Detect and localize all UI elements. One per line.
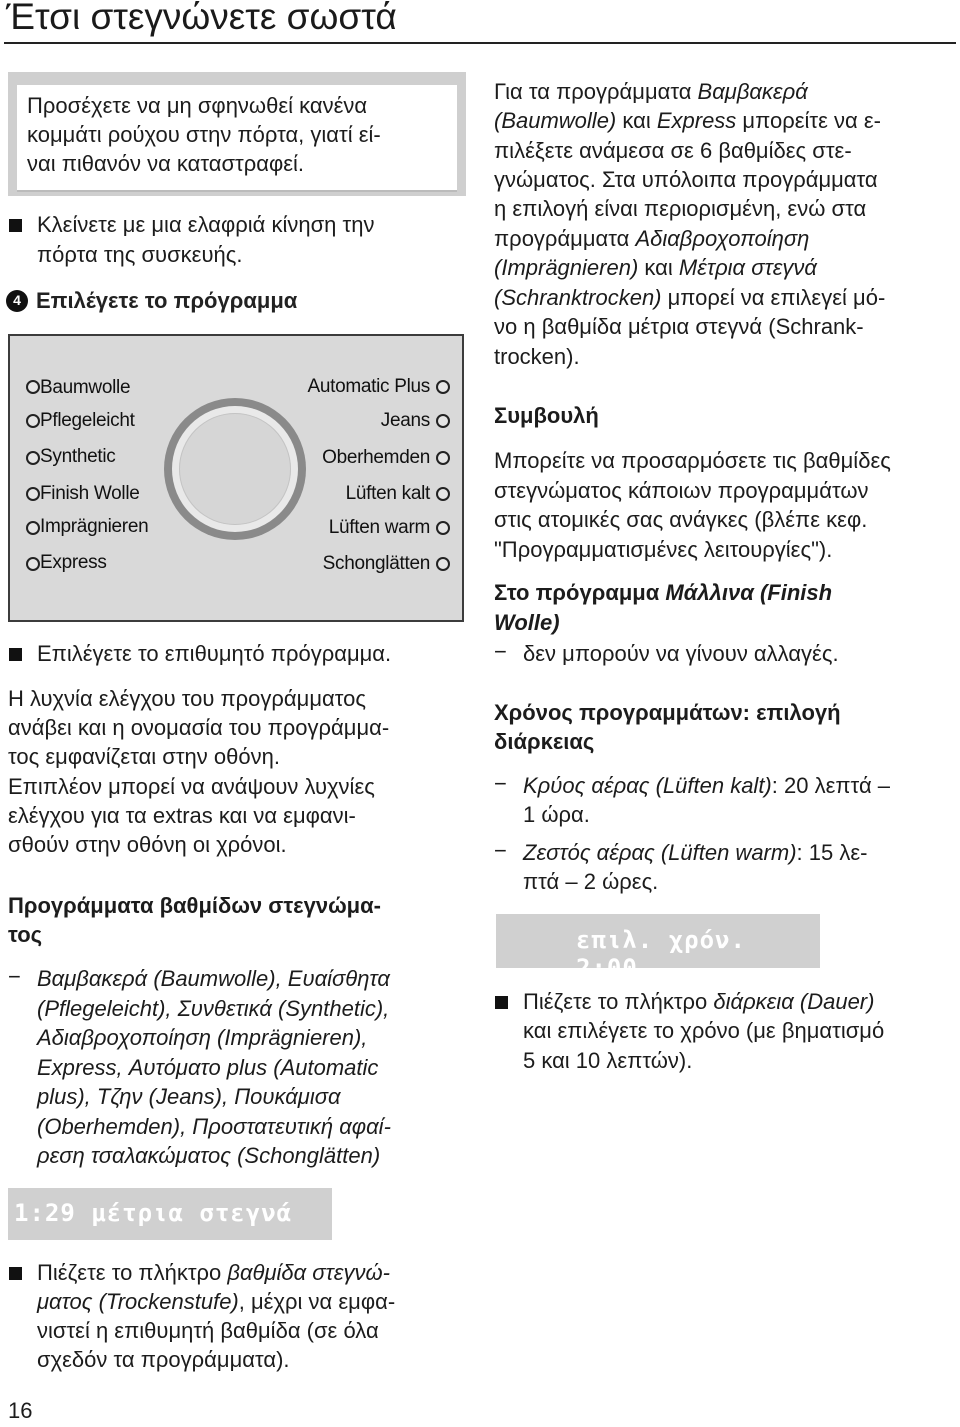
lamp-text-line: ελέγχου για τα extras και να εμφανι- [8,803,356,828]
dry-levels-heading: Προγράμματα βαθμίδων στεγνώμα- [8,893,381,918]
notice-line: κομμάτι ρούχου στην πόρτα, γιατί εί- [27,122,381,147]
info-line: (Imprägnieren) και Μέτρια στεγνά [494,255,817,280]
program-label: Baumwolle [40,377,131,398]
program-lamp-icon [436,380,450,394]
press-duration-line: Πιέζετε το πλήκτρο διάρκεια (Dauer) [523,989,875,1014]
lamp-text-line: Η λυχνία ελέγχου του προγράμματος [8,686,366,711]
duration-item: πτά – 2 ώρες. [523,869,659,894]
press-key-line: Πιέζετε το πλήκτρο βαθμίδα στεγνώ- [37,1260,390,1285]
program-label: Pflegeleicht [40,410,135,431]
notice-box [8,72,466,196]
duration-heading: διάρκειας [494,729,595,754]
program-selector-knob[interactable] [164,398,306,540]
page-title: Έτσι στεγνώνετε σωστά [6,0,397,37]
display-duration [496,914,820,982]
select-program-text: Επιλέγετε το επιθυμητό πρόγραμμα. [37,641,392,666]
info-line: προγράμματα Αδιαβροχοποίηση [494,226,810,251]
program-label: Finish Wolle [40,483,140,504]
bullet-square-icon [9,648,22,661]
tip-line: "Προγραμματισμένες λειτουργίες"). [494,537,833,562]
program-selector-panel [8,334,464,622]
close-door-line: πόρτα της συσκευής. [37,242,243,267]
tip-line: στις ατομικές σας ανάγκες (βλέπε κεφ. [494,507,868,532]
program-lamp-icon [26,521,40,535]
program-lamp-icon [436,451,450,465]
title-rule [4,42,956,44]
dry-levels-line: (Oberhemden), Προστατευτική αφαί- [37,1114,391,1139]
display-text: 1:29 μέτρια στεγνά [14,1199,293,1227]
program-lamp-icon [26,557,40,571]
display-text: επιλ. χρόν. 2:00 [576,926,746,982]
program-label: Imprägnieren [40,516,149,537]
duration-item: Κρύος αέρας (Lüften kalt): 20 λεπτά – [523,773,891,798]
finish-heading: Wolle) [494,610,560,635]
page-number: 16 [8,1398,33,1423]
press-key-line: ματος (Trockenstufe), μέχρι να εμφα- [37,1289,396,1314]
dash-icon: − [494,771,507,796]
duration-item: 1 ώρα. [523,802,590,827]
info-line: Για τα προγράμματα Βαμβακερά [494,79,808,104]
press-duration-line: 5 και 10 λεπτών). [523,1048,693,1073]
step-heading: Επιλέγετε το πρόγραμμα [36,288,298,313]
program-lamp-icon [26,380,40,394]
program-label: Automatic Plus [307,376,430,397]
lamp-text-line: ανάβει και η ονομασία του προγράμμα- [8,715,390,740]
tip-heading: Συμβουλή [494,403,599,428]
close-door-line: Κλείνετε με μια ελαφριά κίνηση την [37,212,375,237]
lamp-text-line: σθούν στην οθόνη οι χρόνοι. [8,832,287,857]
dry-levels-line: Αδιαβροχοποίηση (Imprägnieren), [37,1025,368,1050]
tip-line: στεγνώματος κάποιων προγραμμάτων [494,478,869,503]
dry-levels-line: ρεση τσαλακώματος (Schonglätten) [37,1143,381,1168]
program-lamp-icon [436,521,450,535]
program-lamp-icon [26,414,40,428]
program-lamp-icon [436,414,450,428]
press-duration-line: και επιλέγετε το χρόνο (με βηματισμό [523,1018,885,1043]
program-label: Synthetic [40,446,116,467]
lamp-text-line: Επιπλέον μπορεί να ανάψουν λυχνίες [8,774,375,799]
info-line: trocken). [494,344,580,369]
program-label: Oberhemden [322,447,430,468]
dry-levels-heading: τος [8,922,43,947]
dry-levels-line: (Pflegeleicht), Συνθετικά (Synthetic), [37,996,390,1021]
info-line: (Baumwolle) και Express μπορείτε να ε- [494,108,881,133]
info-line: η επιλογή είναι περιορισμένη, ενώ στα [494,196,867,221]
program-lamp-icon [26,487,40,501]
program-label: Lüften kalt [345,483,430,504]
program-lamp-icon [436,487,450,501]
info-line: γνώματος. Στα υπόλοιπα προγράμματα [494,167,878,192]
dry-levels-line: Βαμβακερά (Baumwolle), Ευαίσθητα [37,966,390,991]
dash-icon: − [494,838,507,863]
info-line: πιλέξετε ανάμεσα σε 6 βαθμίδες στε- [494,138,852,163]
display-drying-level [8,1188,332,1240]
duration-heading: Χρόνος προγραμμάτων: επιλογή [494,700,841,725]
program-label: Schonglätten [322,553,430,574]
notice-line: Προσέχετε να μη σφηνωθεί κανένα [27,93,368,118]
press-key-line: σχεδόν τα προγράμματα). [37,1347,290,1372]
dry-levels-line: Express, Αυτόματο plus (Automatic [37,1055,379,1080]
notice-line: ναι πιθανόν να καταστραφεί. [27,151,305,176]
dash-icon: − [494,639,507,664]
dry-levels-line: plus), Τζην (Jeans), Πουκάμισα [37,1084,341,1109]
finish-heading: Στο πρόγραμμα Μάλλινα (Finish [494,580,833,605]
bullet-square-icon [9,219,22,232]
bullet-square-icon [495,996,508,1009]
duration-item: Ζεστός αέρας (Lüften warm): 15 λε- [523,840,868,865]
program-label: Lüften warm [328,517,430,538]
lamp-text-line: τος εμφανίζεται στην οθόνη. [8,744,280,769]
step-number-icon: 4 [6,290,28,312]
dash-icon: − [8,964,21,989]
finish-item: δεν μπορούν να γίνουν αλλαγές. [523,641,839,666]
tip-line: Μπορείτε να προσαρμόσετε τις βαθμίδες [494,448,891,473]
info-line: νο η βαθμίδα μέτρια στεγνά (Schrank- [494,314,864,339]
program-lamp-icon [436,557,450,571]
program-lamp-icon [26,451,40,465]
info-line: (Schranktrocken) μπορεί να επιλεγεί μό- [494,285,886,310]
bullet-square-icon [9,1267,22,1280]
program-label: Jeans [380,410,430,431]
program-label: Express [40,552,107,573]
press-key-line: νιστεί η επιθυμητή βαθμίδα (σε όλα [37,1318,379,1343]
